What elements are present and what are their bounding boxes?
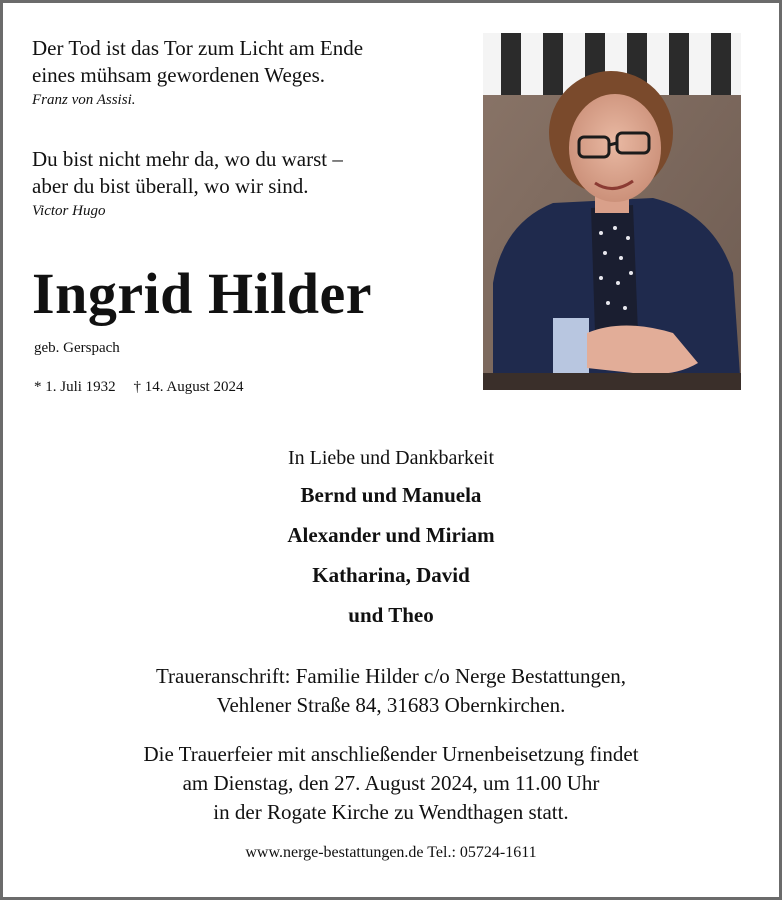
ceremony-line: am Dienstag, den 27. August 2024, um 11.00 Uhr xyxy=(182,771,600,795)
quote-line: Du bist nicht mehr da, wo du warst – xyxy=(32,147,343,171)
life-dates xyxy=(34,379,257,396)
mourner-family: Bernd und Manuela xyxy=(300,483,482,507)
quote-line: Der Tod ist das Tor zum Licht am Ende xyxy=(32,36,364,60)
funeral-home-contact: www.nerge-bestattungen.de Tel.: 05724-1611 xyxy=(245,844,537,861)
quote-hugo xyxy=(32,146,452,220)
birth-name: geb. Gerspach xyxy=(34,340,120,356)
mourner-family: und Theo xyxy=(348,603,434,627)
portrait-illustration xyxy=(483,33,741,390)
address-line: Vehlener Straße 84, 31683 Obernkirchen. xyxy=(216,693,566,717)
quote-line: eines mühsam gewordenen Weges. xyxy=(32,63,326,87)
address-line: Traueranschrift: Familie Hilder c/o Nerge Bestattungen, xyxy=(155,664,627,688)
quote-author: Victor Hugo xyxy=(32,203,106,219)
quote-line: aber du bist überall, wo wir sind. xyxy=(32,174,309,198)
portrait-photo xyxy=(483,33,741,390)
ceremony-line: in der Rogate Kirche zu Wendthagen statt. xyxy=(213,800,569,824)
mourners-list xyxy=(0,475,782,635)
quote-author: Franz von Assisi. xyxy=(32,92,136,108)
ceremony-info xyxy=(0,740,782,827)
mourning-address xyxy=(0,662,782,720)
mourner-family: Alexander und Miriam xyxy=(287,523,495,547)
birth-date: * 1. Juli 1932 xyxy=(34,379,116,395)
thanks-intro: In Liebe und Dankbarkeit xyxy=(287,447,495,469)
deceased-name: Ingrid Hilder xyxy=(32,261,373,326)
ceremony-line: Die Trauerfeier mit anschließender Urnenbeisetzung findet xyxy=(143,742,639,766)
quote-assisi xyxy=(32,35,452,109)
death-date: † 14. August 2024 xyxy=(133,379,244,395)
mourner-family: Katharina, David xyxy=(312,563,470,587)
